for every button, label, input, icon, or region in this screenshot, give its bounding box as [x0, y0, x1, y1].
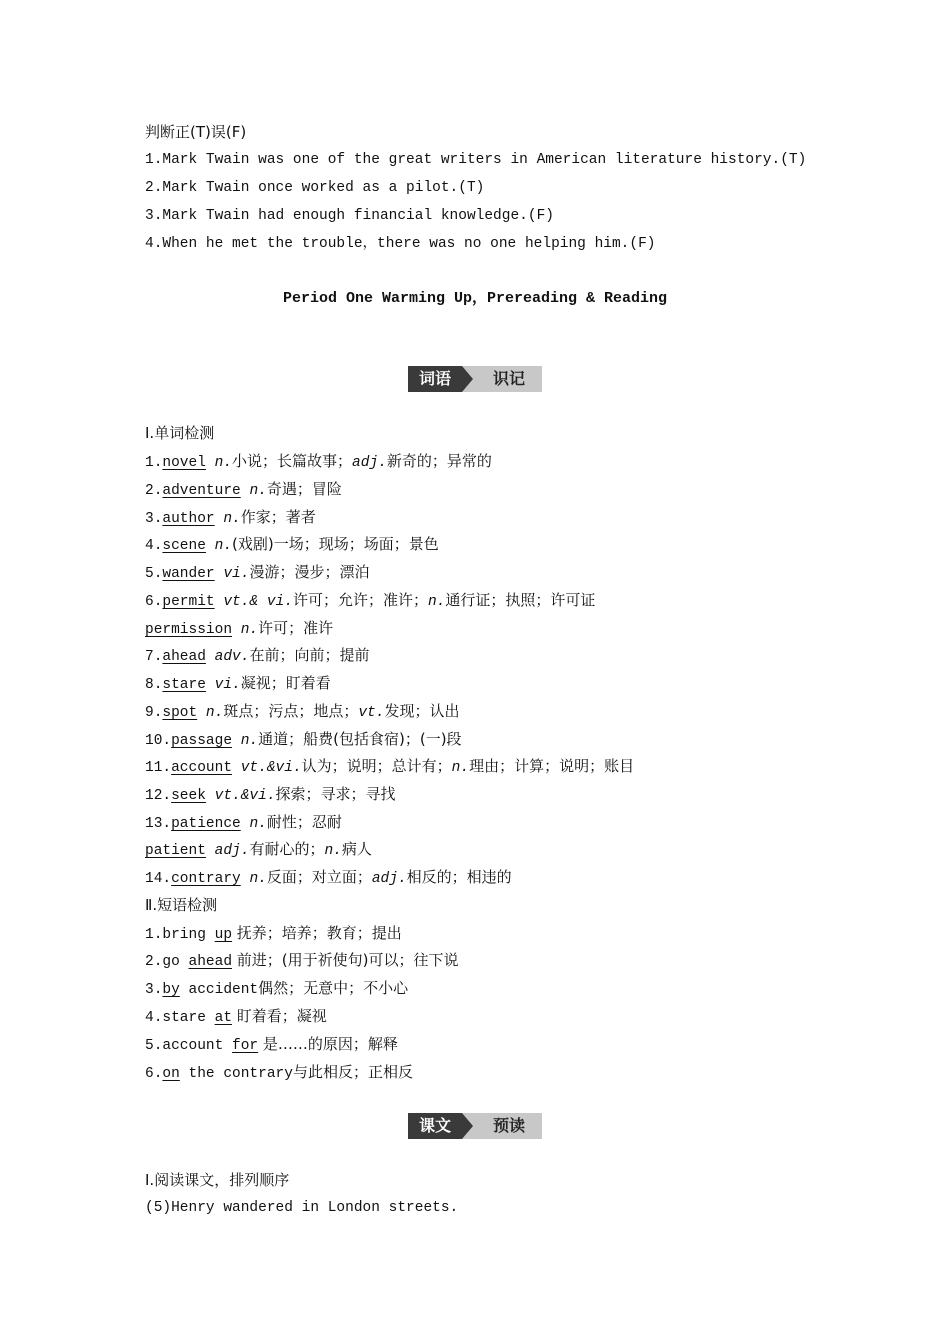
word-number: 7.	[145, 649, 163, 665]
word-item	[145, 451, 492, 473]
word-term: seek	[171, 788, 206, 804]
word-meaning: 在前；向前；提前	[249, 646, 370, 664]
reading-heading: Ⅰ.阅读课文，排列顺序	[145, 1171, 290, 1189]
word-term: passage	[171, 733, 233, 749]
word-number: 12.	[145, 788, 172, 804]
word-meaning2: 发现；认出	[384, 702, 460, 720]
word-meaning2: 新奇的；异常的	[386, 452, 492, 470]
phrase-heading: Ⅱ.短语检测	[145, 896, 218, 914]
word-pos: n.	[249, 483, 267, 499]
word-item	[145, 812, 342, 834]
judge-heading: 判断正(T)误(F)	[145, 123, 247, 141]
word-meaning: 凝视；盯着看	[240, 674, 331, 692]
word-pos: vt.&vi.	[214, 788, 276, 804]
word-pos: n.	[240, 622, 259, 638]
word-term: scene	[162, 538, 206, 554]
word-meaning2: 相反的；相违的	[406, 868, 512, 886]
word-pos: n.	[240, 733, 259, 749]
word-pos: n.	[249, 816, 267, 832]
word-number: 2.	[145, 483, 163, 499]
word-number: 14.	[145, 871, 172, 887]
phrase-blank: at	[214, 1010, 233, 1026]
word-term: spot	[162, 705, 198, 721]
word-pos: n.	[205, 705, 224, 721]
word-item	[145, 479, 342, 501]
word-number: 11.	[145, 760, 172, 776]
word-pos2: vt.	[358, 705, 385, 721]
word-pos: vt.&vi.	[240, 760, 302, 776]
phrase-number: 1.	[145, 927, 163, 943]
phrase-item	[145, 1062, 413, 1084]
word-term: novel	[162, 455, 206, 471]
vocabulary-banner	[408, 366, 542, 392]
word-pos2: adj.	[352, 455, 387, 471]
word-pos: n.	[214, 538, 233, 554]
word-item	[145, 618, 333, 640]
word-pos: vi.	[223, 566, 250, 582]
word-term: wander	[162, 566, 215, 582]
word-meaning: 奇遇；冒险	[266, 480, 342, 498]
phrase-post: the contrary	[179, 1066, 293, 1082]
word-term: author	[162, 511, 215, 527]
word-number: 6.	[145, 594, 163, 610]
phrase-blank: for	[232, 1038, 259, 1054]
word-number: 9.	[145, 705, 163, 721]
word-item	[145, 562, 369, 584]
banner-arrow-icon	[462, 366, 473, 392]
phrase-meaning: 是……的原因；解释	[258, 1035, 398, 1053]
text-preview-banner	[408, 1113, 542, 1139]
word-meaning: 耐性；忍耐	[266, 813, 342, 831]
banner-arrow-icon	[462, 1113, 473, 1139]
phrase-pre: go	[162, 954, 189, 970]
word-item	[145, 839, 372, 861]
word-pos2: n.	[451, 760, 470, 776]
phrase-number: 6.	[145, 1066, 163, 1082]
word-item	[145, 673, 331, 695]
word-meaning2: 理由；计算；说明；账目	[469, 757, 635, 775]
phrase-meaning: 与此相反；正相反	[292, 1063, 413, 1081]
phrase-item	[145, 1006, 327, 1028]
word-meaning: 斑点；污点；地点；	[223, 702, 359, 720]
judge-item: 1.Mark Twain was one of the great writers in American literature history.(T)	[145, 152, 807, 168]
word-term: patient	[145, 843, 206, 859]
phrase-post: accident	[179, 982, 259, 998]
word-number: 5.	[145, 566, 163, 582]
phrase-pre: account	[162, 1038, 233, 1054]
phrase-blank: on	[162, 1066, 180, 1082]
banner-left-label: 课文	[408, 1113, 462, 1139]
phrase-item	[145, 978, 408, 1000]
phrase-meaning: 前进；(用于祈使句)可以；往下说	[232, 951, 459, 969]
word-item	[145, 590, 595, 612]
word-term: permission	[145, 622, 233, 638]
word-meaning: 小说；长篇故事；	[232, 452, 353, 470]
word-number: 4.	[145, 538, 163, 554]
word-item	[145, 756, 634, 778]
word-meaning: 反面；对立面；	[266, 868, 372, 886]
word-pos: n.	[223, 511, 241, 527]
phrase-number: 5.	[145, 1038, 163, 1054]
word-pos2: n.	[324, 843, 342, 859]
banner-left-label: 词语	[408, 366, 462, 392]
judge-item: 3.Mark Twain had enough financial knowledge.(F)	[145, 208, 554, 224]
word-item	[145, 729, 462, 751]
word-pos: vt.& vi.	[223, 594, 293, 610]
word-pos: adj.	[214, 843, 250, 859]
judge-item: 2.Mark Twain once worked as a pilot.(T)	[145, 180, 485, 196]
word-item	[145, 867, 512, 889]
word-term: adventure	[162, 483, 241, 499]
word-pos: vi.	[214, 677, 241, 693]
phrase-meaning: 抚养；培养；教育；提出	[232, 924, 402, 942]
word-item	[145, 507, 316, 529]
banner-right-label: 预读	[492, 1116, 525, 1135]
period-title: Period One Warming Up，Prereading & Reading	[282, 290, 668, 307]
word-term: account	[171, 760, 233, 776]
word-pos2: adj.	[371, 871, 407, 887]
word-meaning: 许可；允许；准许；	[292, 591, 428, 609]
phrase-meaning: 盯着看；凝视	[232, 1007, 327, 1025]
word-item	[145, 701, 459, 723]
word-number: 10.	[145, 733, 172, 749]
word-term: patience	[171, 816, 241, 832]
word-pos2: n.	[427, 594, 446, 610]
word-term: stare	[162, 677, 206, 693]
word-term: permit	[162, 594, 215, 610]
word-meaning2: 病人	[341, 840, 372, 858]
word-item	[145, 784, 396, 806]
word-pos: adv.	[214, 649, 250, 665]
word-term: contrary	[171, 871, 241, 887]
phrase-item	[145, 923, 402, 945]
word-meaning: 许可；准许	[258, 619, 334, 637]
word-item	[145, 534, 439, 556]
word-meaning: 通道；船费(包括食宿)；(一)段	[258, 730, 462, 748]
word-meaning: 探索；寻求；寻找	[275, 785, 396, 803]
banner-right-label: 识记	[492, 369, 525, 388]
word-number: 8.	[145, 677, 163, 693]
word-term: ahead	[162, 649, 206, 665]
phrase-item	[145, 1034, 398, 1056]
phrase-blank: by	[162, 982, 180, 998]
phrase-blank: up	[214, 927, 233, 943]
phrase-blank: ahead	[188, 954, 233, 970]
word-meaning2: 通行证；执照；许可证	[445, 591, 596, 609]
phrase-item	[145, 950, 459, 972]
word-pos: n.	[249, 871, 267, 887]
word-meaning: (戏剧)一场；现场；场面；景色	[232, 535, 439, 553]
word-meaning: 认为；说明；总计有；	[301, 757, 452, 775]
phrase-number: 3.	[145, 982, 163, 998]
word-heading: Ⅰ.单词检测	[145, 424, 215, 442]
word-meaning: 漫游；漫步；漂泊	[249, 563, 370, 581]
reading-item: (5)Henry wandered in London streets.	[145, 1200, 459, 1216]
phrase-pre: stare	[162, 1010, 215, 1026]
phrase-number: 2.	[145, 954, 163, 970]
word-pos: n.	[214, 455, 233, 471]
word-number: 3.	[145, 511, 163, 527]
word-meaning: 有耐心的；	[249, 840, 325, 858]
word-number: 13.	[145, 816, 172, 832]
phrase-pre: bring	[162, 927, 215, 943]
judge-item: 4.When he met the trouble，there was no one helping him.(F)	[145, 236, 656, 252]
word-meaning: 作家；著者	[240, 508, 316, 526]
word-number: 1.	[145, 455, 163, 471]
phrase-meaning: 偶然；无意中；不小心	[258, 979, 409, 997]
word-item	[145, 645, 369, 667]
phrase-number: 4.	[145, 1010, 163, 1026]
